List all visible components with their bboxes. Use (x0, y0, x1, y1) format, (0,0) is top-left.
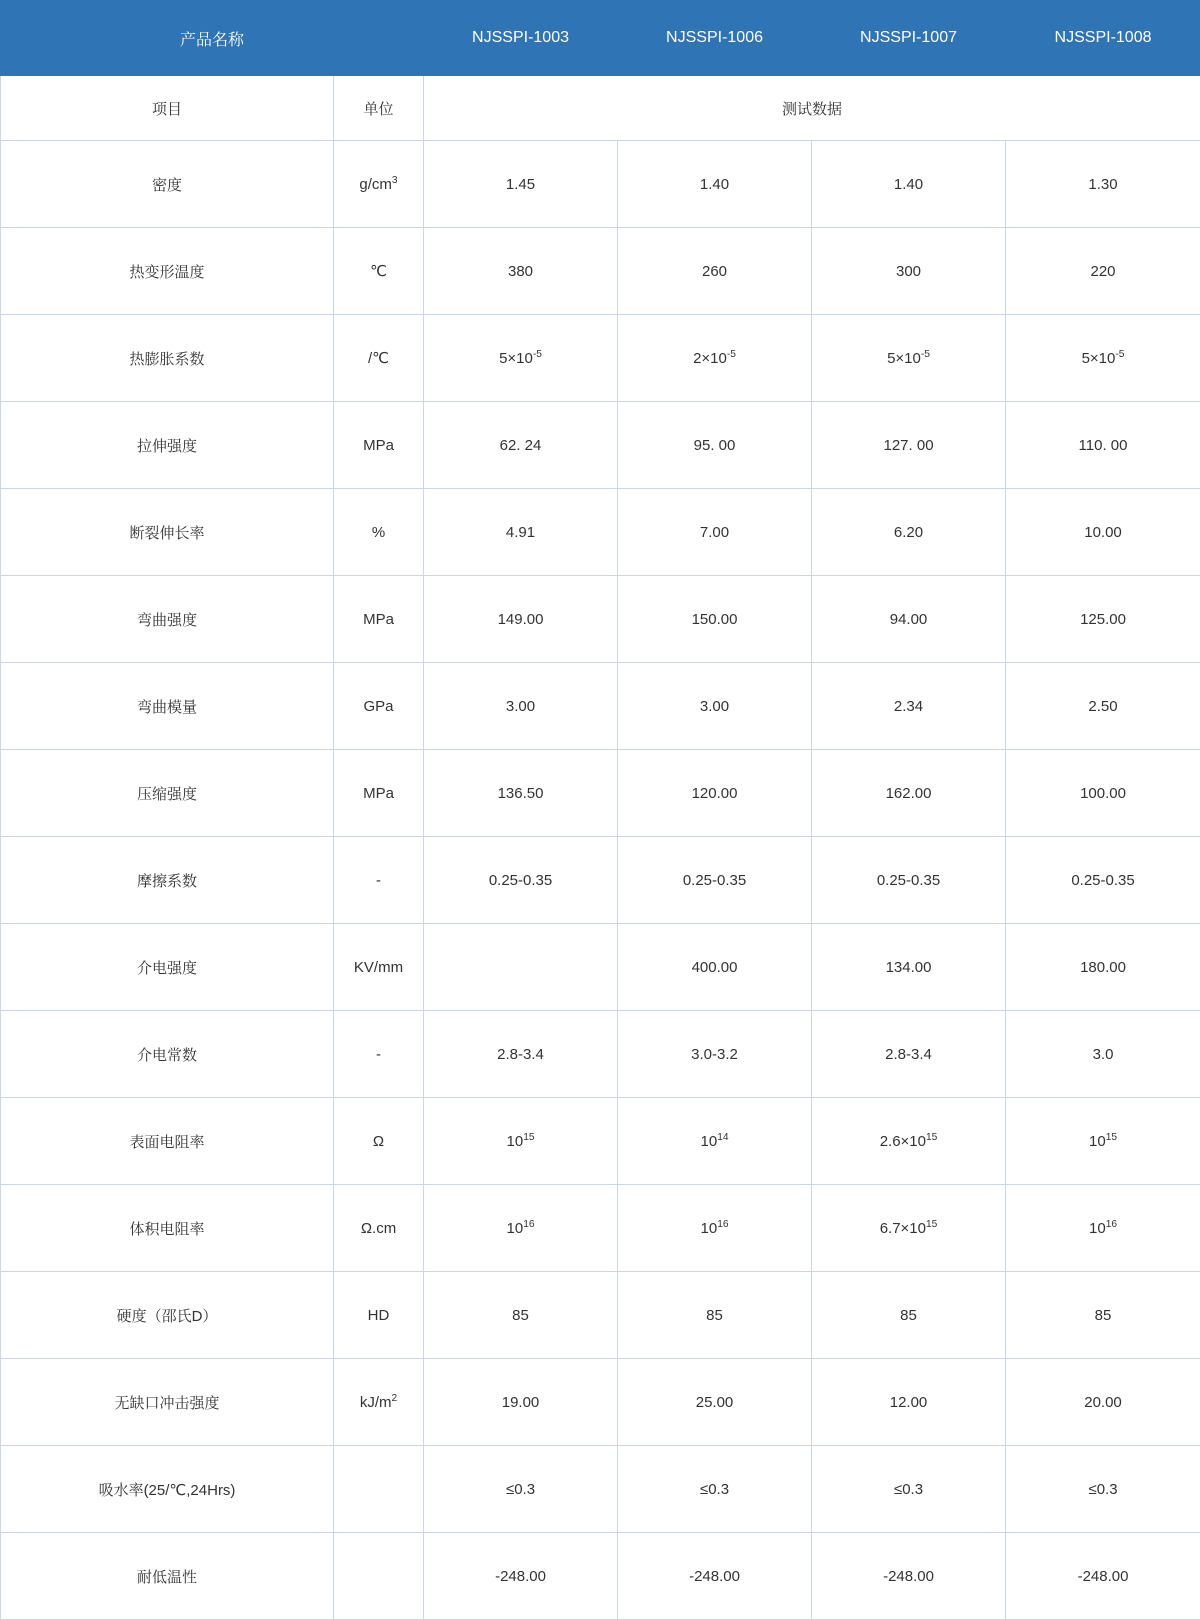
table-row (1, 1533, 1200, 1620)
row-item-label: 表面电阻率 (1, 1098, 334, 1185)
row-item-label: 断裂伸长率 (1, 489, 334, 576)
table-row (1, 402, 1200, 489)
row-value: 220 (1006, 228, 1200, 315)
row-value: 162.00 (812, 750, 1006, 837)
row-value: 10.00 (1006, 489, 1200, 576)
row-value: 3.0-3.2 (618, 1011, 812, 1098)
row-value: 0.25-0.35 (618, 837, 812, 924)
row-value: 6.20 (812, 489, 1006, 576)
row-value: 1.40 (812, 141, 1006, 228)
table-row (1, 750, 1200, 837)
row-item-label: 介电强度 (1, 924, 334, 1011)
row-unit: - (334, 1011, 424, 1098)
row-value: $10^{16}$ (424, 1185, 618, 1272)
row-value: $10^{16}$ (618, 1185, 812, 1272)
row-value: 1.30 (1006, 141, 1200, 228)
row-value: 95. 00 (618, 402, 812, 489)
row-unit: - (334, 837, 424, 924)
row-unit: ℃ (334, 228, 424, 315)
row-value: -248.00 (1006, 1533, 1200, 1620)
table-row (1, 1359, 1200, 1446)
row-value: 0.25-0.35 (424, 837, 618, 924)
row-value: 62. 24 (424, 402, 618, 489)
row-value: 260 (618, 228, 812, 315)
row-value: 3.00 (424, 663, 618, 750)
row-value: 134.00 (812, 924, 1006, 1011)
table-row (1, 663, 1200, 750)
row-value: 2.34 (812, 663, 1006, 750)
table-row (1, 924, 1200, 1011)
row-unit: Ω.cm (334, 1185, 424, 1272)
subheader-test-data: 测试数据 (424, 76, 1200, 141)
table-row (1, 315, 1200, 402)
row-value: 0.25-0.35 (812, 837, 1006, 924)
header-column-njsspi-1006: NJSSPI-1006 (618, 1, 812, 76)
subheader-item: 项目 (1, 76, 334, 141)
row-unit: % (334, 489, 424, 576)
row-value: 2.8-3.4 (812, 1011, 1006, 1098)
row-item-label: 拉伸强度 (1, 402, 334, 489)
row-item-label: 硬度（邵氏D） (1, 1272, 334, 1359)
row-value: 85 (424, 1272, 618, 1359)
row-value: ≤0.3 (424, 1446, 618, 1533)
row-value: 100.00 (1006, 750, 1200, 837)
table-row (1, 141, 1200, 228)
row-value: 300 (812, 228, 1006, 315)
row-item-label: 热变形温度 (1, 228, 334, 315)
row-value: 150.00 (618, 576, 812, 663)
row-unit: $g/cm^3$ (334, 141, 424, 228)
table-subheader-row (1, 76, 1200, 141)
row-value: 7.00 (618, 489, 812, 576)
header-column-njsspi-1003: NJSSPI-1003 (424, 1, 618, 76)
row-value: 380 (424, 228, 618, 315)
row-value: 1.40 (618, 141, 812, 228)
row-unit: MPa (334, 402, 424, 489)
row-value: 85 (812, 1272, 1006, 1359)
table-row (1, 1272, 1200, 1359)
header-column-njsspi-1007: NJSSPI-1007 (812, 1, 1006, 76)
row-unit: $kJ/m^2$ (334, 1359, 424, 1446)
row-value: 2.50 (1006, 663, 1200, 750)
table-row (1, 1446, 1200, 1533)
row-value: $5\times 10^{-5}$ (1006, 315, 1200, 402)
row-unit (334, 1446, 424, 1533)
row-value: $10^{15}$ (1006, 1098, 1200, 1185)
row-value: 19.00 (424, 1359, 618, 1446)
row-value (424, 924, 618, 1011)
header-column-njsspi-1008: NJSSPI-1008 (1006, 1, 1200, 76)
row-value: $10^{15}$ (424, 1098, 618, 1185)
row-value: 94.00 (812, 576, 1006, 663)
row-item-label: 介电常数 (1, 1011, 334, 1098)
row-value: 136.50 (424, 750, 618, 837)
table-row (1, 576, 1200, 663)
row-unit: GPa (334, 663, 424, 750)
row-unit: HD (334, 1272, 424, 1359)
row-value: 20.00 (1006, 1359, 1200, 1446)
row-value: 3.0 (1006, 1011, 1200, 1098)
row-item-label: 压缩强度 (1, 750, 334, 837)
row-value: -248.00 (812, 1533, 1006, 1620)
row-value: 12.00 (812, 1359, 1006, 1446)
row-value: $2\times 10^{-5}$ (618, 315, 812, 402)
row-item-label: 弯曲强度 (1, 576, 334, 663)
row-value: $10^{16}$ (1006, 1185, 1200, 1272)
row-item-label: 密度 (1, 141, 334, 228)
row-value: $10^{14}$ (618, 1098, 812, 1185)
row-value: 125.00 (1006, 576, 1200, 663)
row-item-label: 摩擦系数 (1, 837, 334, 924)
row-value: ≤0.3 (618, 1446, 812, 1533)
table-row (1, 1098, 1200, 1185)
row-unit: /℃ (334, 315, 424, 402)
row-value: 3.00 (618, 663, 812, 750)
row-value: -248.00 (424, 1533, 618, 1620)
row-value: 127. 00 (812, 402, 1006, 489)
row-value: 2.8-3.4 (424, 1011, 618, 1098)
row-value: $2.6\times 10^{15}$ (812, 1098, 1006, 1185)
table-row (1, 228, 1200, 315)
row-value: 120.00 (618, 750, 812, 837)
row-value: $5\times 10^{-5}$ (424, 315, 618, 402)
row-item-label: 吸水率(25/℃,24Hrs) (1, 1446, 334, 1533)
row-value: 4.91 (424, 489, 618, 576)
table-header-row (1, 1, 1200, 76)
table-body (1, 76, 1200, 1620)
row-item-label: 耐低温性 (1, 1533, 334, 1620)
subheader-unit: 单位 (334, 76, 424, 141)
table-row (1, 1011, 1200, 1098)
row-item-label: 无缺口冲击强度 (1, 1359, 334, 1446)
row-item-label: 弯曲模量 (1, 663, 334, 750)
row-value: 1.45 (424, 141, 618, 228)
table-row (1, 1185, 1200, 1272)
row-value: -248.00 (618, 1533, 812, 1620)
row-value: $6.7\times 10^{15}$ (812, 1185, 1006, 1272)
row-unit: MPa (334, 750, 424, 837)
row-value: ≤0.3 (1006, 1446, 1200, 1533)
row-item-label: 热膨胀系数 (1, 315, 334, 402)
row-value: 400.00 (618, 924, 812, 1011)
row-unit (334, 1533, 424, 1620)
row-item-label: 体积电阻率 (1, 1185, 334, 1272)
row-value: 149.00 (424, 576, 618, 663)
row-value: 25.00 (618, 1359, 812, 1446)
row-value: 110. 00 (1006, 402, 1200, 489)
header-product-name: 产品名称 (1, 1, 424, 76)
row-value: ≤0.3 (812, 1446, 1006, 1533)
row-unit: MPa (334, 576, 424, 663)
row-value: 85 (1006, 1272, 1200, 1359)
row-value: 0.25-0.35 (1006, 837, 1200, 924)
row-value: 180.00 (1006, 924, 1200, 1011)
row-value: $5\times 10^{-5}$ (812, 315, 1006, 402)
table-row (1, 489, 1200, 576)
row-unit: KV/mm (334, 924, 424, 1011)
row-value: 85 (618, 1272, 812, 1359)
row-unit: Ω (334, 1098, 424, 1185)
table-row (1, 837, 1200, 924)
